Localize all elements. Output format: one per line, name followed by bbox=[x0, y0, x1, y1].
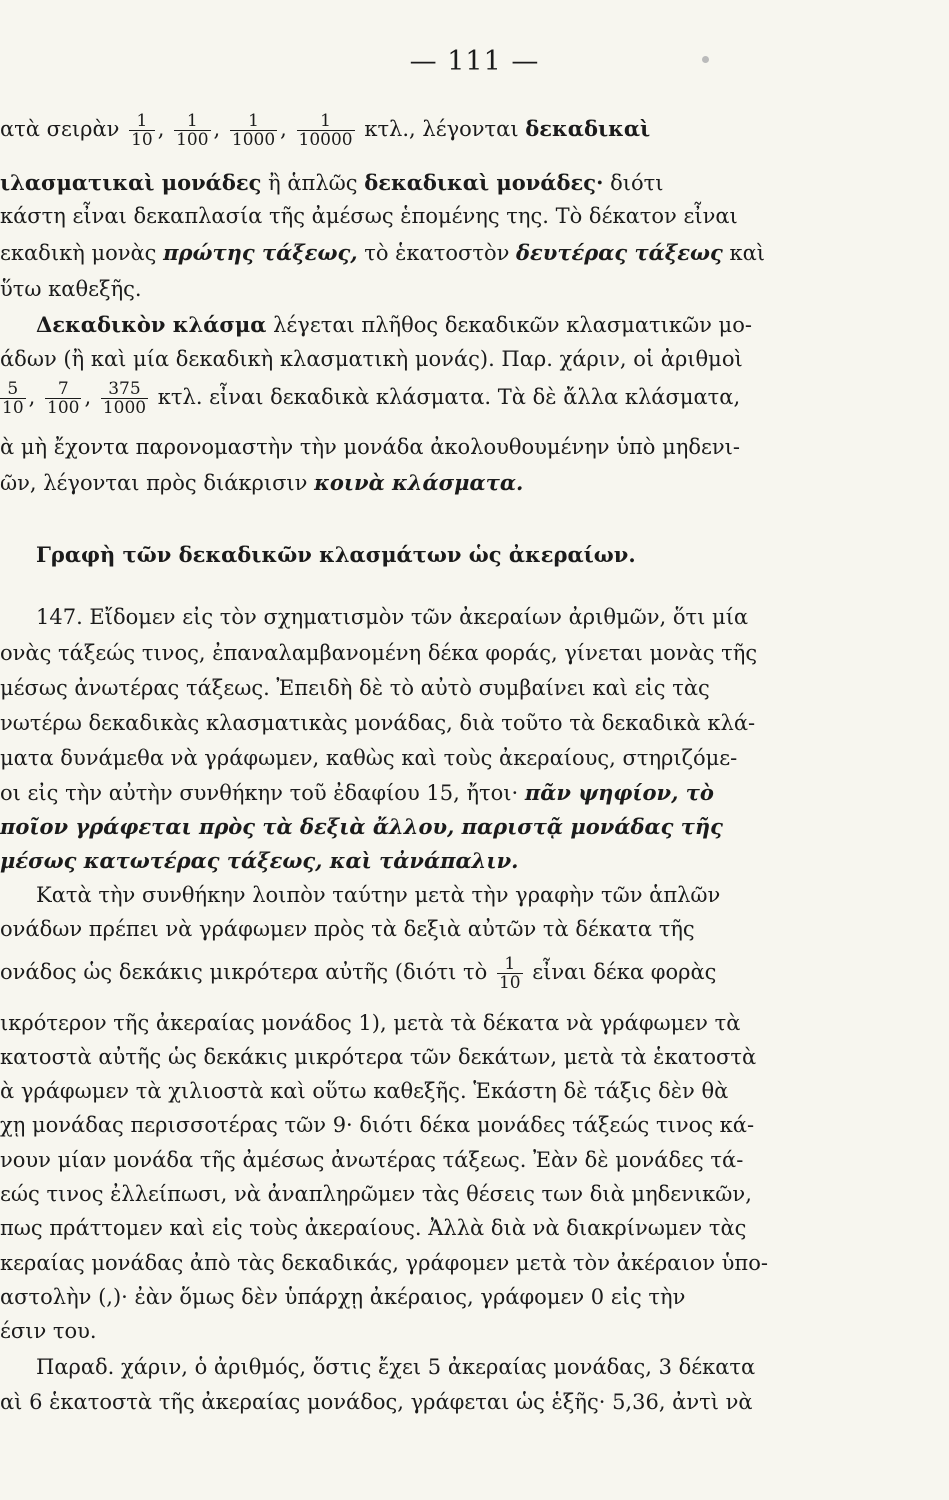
fraction-denominator: 100 bbox=[176, 130, 209, 150]
bold-term: Δεκαδικὸν κλάσμα bbox=[36, 312, 267, 337]
fraction bbox=[497, 955, 523, 992]
text-line: ονὰς τάξεώς τινος, ἐπαναλαμβανομένη δέκα φοράς, γίνεται μονὰς τῆς bbox=[0, 641, 758, 665]
text-line bbox=[0, 310, 752, 340]
fraction bbox=[230, 112, 277, 149]
text-line: ικρότερον τῆς ἀκεραίας μονάδος 1), μετὰ τὰ δέκατα νὰ γράφωμεν τὰ bbox=[0, 1011, 741, 1035]
text-span: οι εἰς τὴν αὐτὴν συνθήκην τοῦ ἐδαφίου 15, ἤτοι· bbox=[0, 781, 525, 805]
bold-term: ιλασματικαὶ μονάδες bbox=[0, 170, 262, 195]
fraction bbox=[297, 112, 355, 149]
text-line: ὰ γράφωμεν τὰ χιλιοστὰ καὶ οὕτω καθεξῆς. Ἑκάστη δὲ τάξις δὲν θὰ bbox=[0, 1079, 729, 1103]
text-line: 147. Εἴδομεν εἰς τὸν σχηματισμὸν τῶν ἀκεραίων ἀριθμῶν, ὅτι μία bbox=[36, 605, 749, 629]
text-span: ατὰ σειρὰν bbox=[0, 117, 120, 141]
text-span: κτλ., λέγονται bbox=[364, 117, 519, 141]
fraction-numerator: 1 bbox=[174, 112, 210, 131]
bold-term: δεκαδικαὶ μονάδες· bbox=[364, 170, 604, 195]
text-line: πως πράττομεν καὶ εἰς τοὺς ἀκεραίους. Ἀλλὰ διὰ νὰ διακρίνωμεν τὰς bbox=[0, 1216, 747, 1240]
text-line bbox=[0, 168, 663, 198]
fraction-numerator: 1 bbox=[297, 112, 355, 131]
text-line: νωτέρω δεκαδικὰς κλασματικὰς μονάδας, διὰ τοῦτο τὰ δεκαδικὰ κλά- bbox=[0, 711, 756, 735]
text-span: κτλ. εἶναι δεκαδικὰ κλάσματα. Τὰ δὲ ἄλλα κλάσματα, bbox=[157, 385, 741, 409]
fraction bbox=[101, 380, 148, 417]
text-line: νουν μίαν μονάδα τῆς ἀμέσως ἀνωτέρας τάξεως. Ἐὰν δὲ μονάδες τά- bbox=[0, 1148, 744, 1172]
text-line: χῃ μονάδας περισσοτέρας τῶν 9· διότι δέκα μονάδες τάξεώς τινος κά- bbox=[0, 1113, 755, 1137]
text-line: κατοστὰ αὐτῆς ὡς δεκάκις μικρότερα τῶν δεκάτων, μετὰ τὰ ἑκατοστὰ bbox=[0, 1045, 757, 1069]
section-heading: Γραφὴ τῶν δεκαδικῶν κλασμάτων ὡς ἀκεραίων. bbox=[36, 542, 636, 567]
text-span: εκαδικὴ μονὰς bbox=[0, 241, 164, 265]
fraction-numerator: 1 bbox=[230, 112, 277, 131]
text-span: λέγεται πλῆθος δεκαδικῶν κλασματικῶν μο- bbox=[266, 313, 752, 337]
text-line: $\frac{5}{10}$ , $\frac{7}{100}$ , $\frac{375}{1000}$ κτλ. εἶναι δεκαδικὰ κλάσματα. Τὰ δὲ ἄλλα κλάσματα, bbox=[2, 379, 741, 418]
fraction bbox=[0, 380, 26, 417]
text-line: μέσως ἀνωτέρας τάξεως. Ἐπειδὴ δὲ τὸ αὐτὸ συμβαίνει καὶ εἰς τὰς bbox=[0, 676, 710, 700]
italic-line: ποῖον γράφεται πρὸς τὰ δεξιὰ ἄλλου, παριστᾷ μονάδας τῆς bbox=[0, 814, 723, 839]
text-span: ἢ ἁπλῶς bbox=[261, 171, 365, 195]
text-span: καὶ bbox=[722, 241, 765, 265]
fraction-denominator: 1000 bbox=[231, 130, 276, 150]
italic-line: μέσως κατωτέρας τάξεως, καὶ τἀνάπαλιν. bbox=[0, 848, 519, 873]
text-line bbox=[0, 238, 765, 268]
italic-term: κοινὰ κλάσματα. bbox=[314, 470, 524, 495]
fraction-denominator: 10 bbox=[498, 973, 521, 993]
italic-term: πᾶν ψηφίον, τὸ bbox=[524, 780, 714, 805]
text-span: ονάδος ὡς δεκάκις μικρότερα αὐτῆς (διότι τὸ bbox=[0, 960, 488, 984]
text-span: διότι bbox=[603, 171, 664, 195]
fraction-numerator: 375 bbox=[101, 380, 148, 399]
text-line bbox=[0, 468, 523, 498]
text-line: Κατὰ τὴν συνθήκην λοιπὸν ταύτην μετὰ τὴν γραφὴν τῶν ἁπλῶν bbox=[36, 883, 721, 907]
italic-term: πρώτης τάξεως, bbox=[163, 240, 358, 265]
fraction-denominator: 10 bbox=[131, 130, 153, 150]
text-span: ῶν, λέγονται πρὸς διάκρισιν bbox=[0, 471, 315, 495]
text-line: ονάδων πρέπει νὰ γράφωμεν πρὸς τὰ δεξιὰ αὐτῶν τὰ δέκατα τῆς bbox=[0, 917, 695, 941]
text-line: έσιν του. bbox=[0, 1319, 97, 1343]
text-line: εώς τινος ἐλλείπωσι, νὰ ἀναπληρῶμεν τὰς θέσεις των διὰ μηδενικῶν, bbox=[0, 1182, 752, 1206]
page-number-header: — 111 — bbox=[409, 46, 540, 77]
text-span: τὸ ἑκατοστὸν bbox=[357, 241, 517, 265]
text-line: κάστη εἶναι δεκαπλασία τῆς ἀμέσως ἑπομένης της. Τὸ δέκατον εἶναι bbox=[0, 204, 738, 228]
fraction-numerator: 1 bbox=[129, 112, 155, 131]
fraction-denominator: 10000 bbox=[298, 130, 353, 150]
text-line: άδων (ἢ καὶ μία δεκαδικὴ κλασματικὴ μονάς). Παρ. χάριν, οἱ ἀριθμοὶ bbox=[0, 347, 743, 371]
text-line bbox=[0, 778, 714, 808]
text-line: Παραδ. χάριν, ὁ ἀριθμός, ὅστις ἔχει 5 ἀκεραίας μονάδας, 3 δέκατα bbox=[36, 1355, 756, 1379]
fraction-numerator: 1 bbox=[497, 955, 523, 974]
text-span: εἶναι δέκα φορὰς bbox=[532, 960, 717, 984]
fraction bbox=[45, 380, 81, 417]
fraction-denominator: 10 bbox=[2, 398, 24, 418]
fraction-denominator: 1000 bbox=[102, 398, 147, 418]
fraction bbox=[174, 112, 210, 149]
text-line: ματα δυνάμεθα νὰ γράφωμεν, καθὼς καὶ τοὺς ἀκεραίους, στηριζόμε- bbox=[0, 746, 738, 770]
text-line: ὰ μὴ ἔχοντα παρονομαστὴν τὴν μονάδα ἀκολουθουμένην ὑπὸ μηδενι- bbox=[0, 435, 740, 459]
bold-term: δεκαδικαὶ bbox=[525, 116, 651, 141]
text-line: ατὰ σειρὰν $\frac{1}{10}$ , $\frac{1}{100}$ , $\frac{1}{1000}$ , $\frac{1}{10000}$ κτλ., λέγονται δεκαδικαὶ bbox=[0, 111, 651, 150]
ink-spot bbox=[702, 56, 709, 63]
text-line: αὶ 6 ἑκατοστὰ τῆς ἀκεραίας μονάδος, γράφεται ὡς ἑξῆς· 5,36, ἀντὶ νὰ bbox=[0, 1390, 753, 1414]
text-line: ὕτω καθεξῆς. bbox=[0, 277, 142, 301]
text-line: αστολὴν (,)· ἐὰν ὅμως δὲν ὑπάρχῃ ἀκέραιος, γράφομεν 0 εἰς τὴν bbox=[0, 1285, 686, 1309]
fraction bbox=[129, 112, 155, 149]
fraction-denominator: 100 bbox=[47, 398, 80, 418]
fraction-numerator: 5 bbox=[0, 380, 26, 399]
text-line: κεραίας μονάδας ἀπὸ τὰς δεκαδικάς, γράφομεν μετὰ τὸν ἀκέραιον ὑπο- bbox=[0, 1251, 768, 1275]
italic-term: δευτέρας τάξεως bbox=[516, 240, 723, 265]
text-line bbox=[0, 955, 716, 992]
fraction-numerator: 7 bbox=[45, 380, 81, 399]
